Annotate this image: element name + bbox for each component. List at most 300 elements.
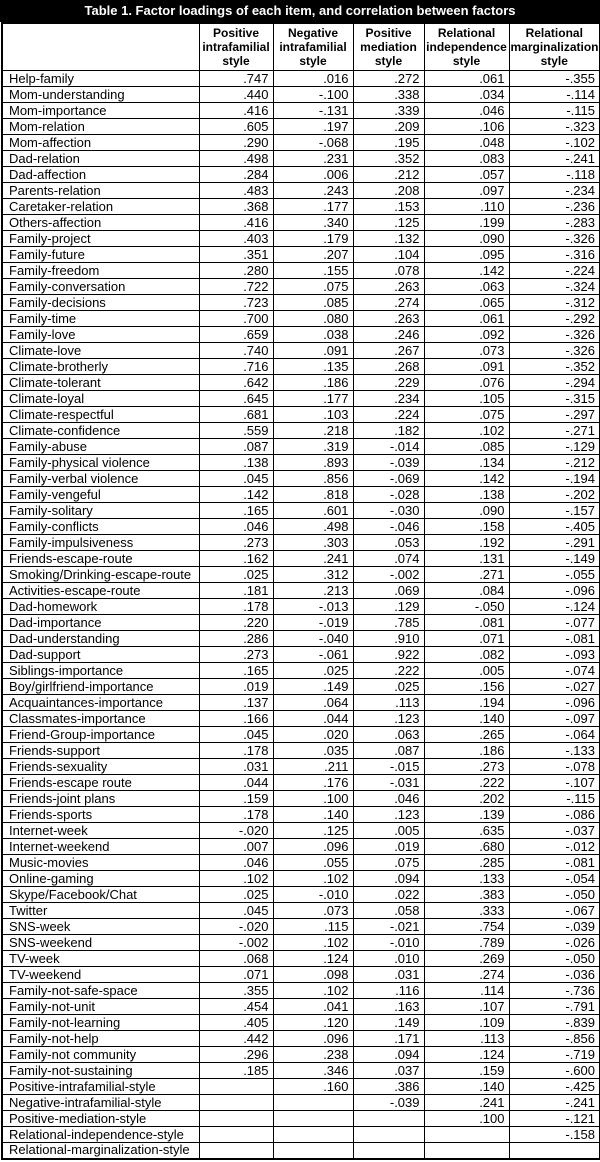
value-positive-intrafamilial: .716 xyxy=(199,359,273,375)
value-relational-marginalization: -.323 xyxy=(509,119,600,135)
item-label: Dad-understanding xyxy=(2,631,199,647)
value-relational-independence: .383 xyxy=(424,887,509,903)
table-row xyxy=(2,199,600,215)
table-row xyxy=(2,711,600,727)
value-positive-mediation: .785 xyxy=(353,615,424,631)
value-positive-intrafamilial: .498 xyxy=(199,151,273,167)
value-positive-intrafamilial: .019 xyxy=(199,679,273,695)
value-positive-mediation: -.021 xyxy=(353,919,424,935)
item-label: Positive-mediation-style xyxy=(2,1111,199,1127)
column-header-negative-intrafamilial: Negative intrafamilial style xyxy=(273,23,353,71)
table-row xyxy=(2,391,600,407)
value-relational-marginalization: -.157 xyxy=(509,503,600,519)
value-relational-independence: .222 xyxy=(424,775,509,791)
table-row xyxy=(2,311,600,327)
item-label: Help-family xyxy=(2,71,199,87)
value-negative-intrafamilial: .177 xyxy=(273,199,353,215)
value-positive-mediation xyxy=(353,1111,424,1127)
value-positive-mediation: .094 xyxy=(353,871,424,887)
item-label: Caretaker-relation xyxy=(2,199,199,215)
item-label: Family-vengeful xyxy=(2,487,199,503)
value-positive-intrafamilial: .416 xyxy=(199,215,273,231)
table-row xyxy=(2,1031,600,1047)
value-relational-marginalization: -.133 xyxy=(509,743,600,759)
value-positive-intrafamilial: .138 xyxy=(199,455,273,471)
table-row xyxy=(2,423,600,439)
item-label: TV-week xyxy=(2,951,199,967)
value-positive-mediation: -.069 xyxy=(353,471,424,487)
item-label: Family-decisions xyxy=(2,295,199,311)
item-label: Acquaintances-importance xyxy=(2,695,199,711)
value-positive-intrafamilial: .642 xyxy=(199,375,273,391)
value-relational-independence: .134 xyxy=(424,455,509,471)
value-relational-independence: .194 xyxy=(424,695,509,711)
value-positive-mediation: .386 xyxy=(353,1079,424,1095)
value-positive-intrafamilial: .046 xyxy=(199,519,273,535)
item-label: Others-affection xyxy=(2,215,199,231)
value-relational-independence: .061 xyxy=(424,71,509,87)
value-positive-mediation: -.030 xyxy=(353,503,424,519)
value-relational-independence: .159 xyxy=(424,1063,509,1079)
table-row xyxy=(2,103,600,119)
value-positive-intrafamilial xyxy=(199,1095,273,1111)
value-negative-intrafamilial: .312 xyxy=(273,567,353,583)
value-positive-mediation: .910 xyxy=(353,631,424,647)
table-row xyxy=(2,375,600,391)
item-label: Smoking/Drinking-escape-route xyxy=(2,567,199,583)
value-positive-intrafamilial: .286 xyxy=(199,631,273,647)
value-negative-intrafamilial: .346 xyxy=(273,1063,353,1079)
value-positive-mediation xyxy=(353,1127,424,1143)
value-relational-independence: .285 xyxy=(424,855,509,871)
value-negative-intrafamilial xyxy=(273,1095,353,1111)
value-negative-intrafamilial: .073 xyxy=(273,903,353,919)
value-relational-independence: .092 xyxy=(424,327,509,343)
value-relational-independence: .046 xyxy=(424,103,509,119)
value-negative-intrafamilial: .207 xyxy=(273,247,353,263)
value-relational-independence: .105 xyxy=(424,391,509,407)
item-label: SNS-weekend xyxy=(2,935,199,951)
table-row xyxy=(2,695,600,711)
value-negative-intrafamilial: .020 xyxy=(273,727,353,743)
value-positive-intrafamilial: .284 xyxy=(199,167,273,183)
value-positive-mediation: .123 xyxy=(353,807,424,823)
table-row xyxy=(2,215,600,231)
item-label: Friends-sports xyxy=(2,807,199,823)
value-negative-intrafamilial: .120 xyxy=(273,1015,353,1031)
value-positive-intrafamilial: .045 xyxy=(199,903,273,919)
value-positive-mediation: .087 xyxy=(353,743,424,759)
value-negative-intrafamilial xyxy=(273,1143,353,1159)
value-negative-intrafamilial: -.019 xyxy=(273,615,353,631)
value-positive-mediation: .229 xyxy=(353,375,424,391)
value-relational-independence: .241 xyxy=(424,1095,509,1111)
value-relational-marginalization: -.121 xyxy=(509,1111,600,1127)
table-row xyxy=(2,727,600,743)
value-relational-marginalization: -.036 xyxy=(509,967,600,983)
value-relational-marginalization: -.405 xyxy=(509,519,600,535)
value-negative-intrafamilial: .213 xyxy=(273,583,353,599)
table-row xyxy=(2,583,600,599)
value-positive-intrafamilial: -.002 xyxy=(199,935,273,951)
item-label: Mom-affection xyxy=(2,135,199,151)
value-relational-independence: .156 xyxy=(424,679,509,695)
value-relational-independence: .124 xyxy=(424,1047,509,1063)
value-positive-intrafamilial: .740 xyxy=(199,343,273,359)
value-positive-intrafamilial: .087 xyxy=(199,439,273,455)
value-positive-mediation: .195 xyxy=(353,135,424,151)
item-label: Family-impulsiveness xyxy=(2,535,199,551)
value-positive-mediation: .263 xyxy=(353,311,424,327)
item-label: Dad-affection xyxy=(2,167,199,183)
value-positive-intrafamilial xyxy=(199,1127,273,1143)
value-relational-independence: .680 xyxy=(424,839,509,855)
value-relational-marginalization: -.054 xyxy=(509,871,600,887)
table-row xyxy=(2,615,600,631)
item-label: Family-project xyxy=(2,231,199,247)
value-positive-mediation: .132 xyxy=(353,231,424,247)
value-relational-independence: .140 xyxy=(424,1079,509,1095)
value-negative-intrafamilial: .098 xyxy=(273,967,353,983)
value-relational-marginalization: -.224 xyxy=(509,263,600,279)
value-relational-independence: .083 xyxy=(424,151,509,167)
table-row xyxy=(2,439,600,455)
table-row xyxy=(2,983,600,999)
value-relational-independence: .057 xyxy=(424,167,509,183)
value-negative-intrafamilial: .125 xyxy=(273,823,353,839)
item-label: Mom-relation xyxy=(2,119,199,135)
value-relational-marginalization: -.791 xyxy=(509,999,600,1015)
value-negative-intrafamilial: .085 xyxy=(273,295,353,311)
value-positive-intrafamilial: .046 xyxy=(199,855,273,871)
item-label: Activities-escape-route xyxy=(2,583,199,599)
value-positive-intrafamilial xyxy=(199,1079,273,1095)
value-positive-intrafamilial: .351 xyxy=(199,247,273,263)
value-positive-intrafamilial: .142 xyxy=(199,487,273,503)
value-positive-intrafamilial: .559 xyxy=(199,423,273,439)
value-negative-intrafamilial: .179 xyxy=(273,231,353,247)
value-negative-intrafamilial: .035 xyxy=(273,743,353,759)
table-row xyxy=(2,1127,600,1143)
value-negative-intrafamilial: -.100 xyxy=(273,87,353,103)
table-row xyxy=(2,87,600,103)
value-positive-mediation: .922 xyxy=(353,647,424,663)
table-row xyxy=(2,1015,600,1031)
value-relational-independence: .063 xyxy=(424,279,509,295)
value-positive-intrafamilial: .659 xyxy=(199,327,273,343)
item-label: Friend-Group-importance xyxy=(2,727,199,743)
factor-loadings-table xyxy=(1,22,600,1160)
item-label: Friends-sexuality xyxy=(2,759,199,775)
value-relational-marginalization: -.124 xyxy=(509,599,600,615)
value-positive-mediation: .094 xyxy=(353,1047,424,1063)
value-positive-intrafamilial: -.020 xyxy=(199,823,273,839)
value-positive-intrafamilial: .454 xyxy=(199,999,273,1015)
value-positive-mediation: .063 xyxy=(353,727,424,743)
item-label: Family-not-help xyxy=(2,1031,199,1047)
table-row xyxy=(2,535,600,551)
value-positive-intrafamilial: .045 xyxy=(199,471,273,487)
value-relational-marginalization: -.037 xyxy=(509,823,600,839)
value-positive-mediation: -.039 xyxy=(353,455,424,471)
value-positive-mediation: .046 xyxy=(353,791,424,807)
value-relational-marginalization: -.294 xyxy=(509,375,600,391)
value-relational-marginalization: -.102 xyxy=(509,135,600,151)
value-positive-intrafamilial: .442 xyxy=(199,1031,273,1047)
value-positive-intrafamilial: .681 xyxy=(199,407,273,423)
value-relational-marginalization: -.292 xyxy=(509,311,600,327)
value-negative-intrafamilial: .064 xyxy=(273,695,353,711)
item-label: Family-not-safe-space xyxy=(2,983,199,999)
value-relational-independence: .333 xyxy=(424,903,509,919)
value-relational-marginalization: -.315 xyxy=(509,391,600,407)
value-relational-marginalization: -.114 xyxy=(509,87,600,103)
value-positive-mediation xyxy=(353,1143,424,1159)
value-relational-independence: .186 xyxy=(424,743,509,759)
value-negative-intrafamilial: .075 xyxy=(273,279,353,295)
value-negative-intrafamilial: .856 xyxy=(273,471,353,487)
value-positive-intrafamilial: .007 xyxy=(199,839,273,855)
value-relational-independence: .110 xyxy=(424,199,509,215)
value-relational-independence: .005 xyxy=(424,663,509,679)
item-label: Positive-intrafamilial-style xyxy=(2,1079,199,1095)
item-label: Dad-relation xyxy=(2,151,199,167)
table-row xyxy=(2,919,600,935)
value-negative-intrafamilial: .149 xyxy=(273,679,353,695)
item-label: Mom-importance xyxy=(2,103,199,119)
value-negative-intrafamilial: .103 xyxy=(273,407,353,423)
item-label: Dad-importance xyxy=(2,615,199,631)
value-relational-independence: .090 xyxy=(424,503,509,519)
value-positive-mediation: .129 xyxy=(353,599,424,615)
value-relational-independence: .754 xyxy=(424,919,509,935)
value-positive-mediation: .272 xyxy=(353,71,424,87)
value-relational-marginalization: -.839 xyxy=(509,1015,600,1031)
value-negative-intrafamilial: .601 xyxy=(273,503,353,519)
value-negative-intrafamilial: .818 xyxy=(273,487,353,503)
item-label: Climate-brotherly xyxy=(2,359,199,375)
table-title: Table 1. Factor loadings of each item, and correlation between factors xyxy=(0,0,600,22)
value-positive-intrafamilial: .185 xyxy=(199,1063,273,1079)
value-relational-independence: .109 xyxy=(424,1015,509,1031)
value-negative-intrafamilial: -.068 xyxy=(273,135,353,151)
value-relational-marginalization: -.600 xyxy=(509,1063,600,1079)
item-label: Internet-weekend xyxy=(2,839,199,855)
item-label: Dad-homework xyxy=(2,599,199,615)
table-row xyxy=(2,1047,600,1063)
item-label: Family-conflicts xyxy=(2,519,199,535)
value-relational-marginalization: -.194 xyxy=(509,471,600,487)
item-label: TV-weekend xyxy=(2,967,199,983)
table-row xyxy=(2,807,600,823)
value-relational-independence: .114 xyxy=(424,983,509,999)
value-relational-independence: .034 xyxy=(424,87,509,103)
value-negative-intrafamilial xyxy=(273,1127,353,1143)
column-header-relational-independence: Relational independence style xyxy=(424,23,509,71)
value-negative-intrafamilial: -.013 xyxy=(273,599,353,615)
value-relational-independence: .202 xyxy=(424,791,509,807)
table-row xyxy=(2,183,600,199)
value-relational-marginalization: -.234 xyxy=(509,183,600,199)
value-negative-intrafamilial: .211 xyxy=(273,759,353,775)
table-row xyxy=(2,1143,600,1159)
value-negative-intrafamilial: .038 xyxy=(273,327,353,343)
table-row xyxy=(2,71,600,87)
value-positive-intrafamilial: .273 xyxy=(199,647,273,663)
value-positive-intrafamilial: .605 xyxy=(199,119,273,135)
value-relational-marginalization: -.096 xyxy=(509,583,600,599)
value-relational-independence: .199 xyxy=(424,215,509,231)
item-label: Friends-joint plans xyxy=(2,791,199,807)
value-positive-intrafamilial: .181 xyxy=(199,583,273,599)
value-positive-intrafamilial: .044 xyxy=(199,775,273,791)
value-relational-independence: .635 xyxy=(424,823,509,839)
value-negative-intrafamilial: .241 xyxy=(273,551,353,567)
item-label: Climate-love xyxy=(2,343,199,359)
value-positive-mediation: .113 xyxy=(353,695,424,711)
value-relational-independence: .061 xyxy=(424,311,509,327)
value-negative-intrafamilial: .091 xyxy=(273,343,353,359)
table-row xyxy=(2,1063,600,1079)
value-relational-independence: .065 xyxy=(424,295,509,311)
value-positive-mediation: -.031 xyxy=(353,775,424,791)
value-relational-marginalization: -.291 xyxy=(509,535,600,551)
item-label: Relational-marginalization-style xyxy=(2,1143,199,1159)
item-label: Relational-independence-style xyxy=(2,1127,199,1143)
value-positive-mediation: -.002 xyxy=(353,567,424,583)
value-negative-intrafamilial: .155 xyxy=(273,263,353,279)
value-negative-intrafamilial: .498 xyxy=(273,519,353,535)
value-positive-intrafamilial xyxy=(199,1111,273,1127)
table-row xyxy=(2,567,600,583)
value-negative-intrafamilial: .135 xyxy=(273,359,353,375)
value-positive-mediation: .234 xyxy=(353,391,424,407)
value-relational-independence xyxy=(424,1127,509,1143)
table-row xyxy=(2,791,600,807)
value-negative-intrafamilial: .140 xyxy=(273,807,353,823)
table-row xyxy=(2,151,600,167)
table-row xyxy=(2,471,600,487)
value-relational-marginalization xyxy=(509,1143,600,1159)
value-relational-independence: -.050 xyxy=(424,599,509,615)
value-positive-intrafamilial: .162 xyxy=(199,551,273,567)
value-negative-intrafamilial: .100 xyxy=(273,791,353,807)
item-column-header xyxy=(2,23,199,71)
value-relational-marginalization: -.012 xyxy=(509,839,600,855)
value-positive-mediation: .078 xyxy=(353,263,424,279)
value-relational-independence: .158 xyxy=(424,519,509,535)
value-relational-marginalization: -.312 xyxy=(509,295,600,311)
value-positive-intrafamilial: .723 xyxy=(199,295,273,311)
value-relational-independence: .076 xyxy=(424,375,509,391)
table-row xyxy=(2,295,600,311)
value-relational-marginalization: -.074 xyxy=(509,663,600,679)
value-relational-marginalization: -.086 xyxy=(509,807,600,823)
value-relational-marginalization: -.096 xyxy=(509,695,600,711)
item-label: Family-time xyxy=(2,311,199,327)
item-label: Family-physical violence xyxy=(2,455,199,471)
item-label: Online-gaming xyxy=(2,871,199,887)
item-label: Family-conversation xyxy=(2,279,199,295)
item-label: Family-freedom xyxy=(2,263,199,279)
item-label: Classmates-importance xyxy=(2,711,199,727)
value-positive-intrafamilial: .031 xyxy=(199,759,273,775)
table-row xyxy=(2,871,600,887)
value-positive-intrafamilial: .747 xyxy=(199,71,273,87)
value-negative-intrafamilial: .006 xyxy=(273,167,353,183)
value-positive-mediation: -.046 xyxy=(353,519,424,535)
value-positive-mediation: .224 xyxy=(353,407,424,423)
item-label: Negative-intrafamilial-style xyxy=(2,1095,199,1111)
table-row xyxy=(2,1079,600,1095)
value-positive-intrafamilial: .440 xyxy=(199,87,273,103)
value-positive-intrafamilial: .403 xyxy=(199,231,273,247)
table-row xyxy=(2,887,600,903)
table-row xyxy=(2,231,600,247)
item-label: Friends-escape route xyxy=(2,775,199,791)
value-relational-marginalization: -.326 xyxy=(509,343,600,359)
value-positive-mediation: .019 xyxy=(353,839,424,855)
item-label: Siblings-importance xyxy=(2,663,199,679)
value-positive-mediation: -.014 xyxy=(353,439,424,455)
value-relational-independence: .095 xyxy=(424,247,509,263)
value-positive-intrafamilial: .290 xyxy=(199,135,273,151)
table-row xyxy=(2,823,600,839)
value-positive-intrafamilial: .700 xyxy=(199,311,273,327)
value-positive-intrafamilial: .166 xyxy=(199,711,273,727)
value-positive-intrafamilial: .178 xyxy=(199,743,273,759)
item-label: SNS-week xyxy=(2,919,199,935)
table-row xyxy=(2,631,600,647)
value-positive-mediation: .246 xyxy=(353,327,424,343)
value-positive-mediation: -.015 xyxy=(353,759,424,775)
value-relational-independence: .138 xyxy=(424,487,509,503)
value-positive-mediation: .212 xyxy=(353,167,424,183)
value-positive-mediation: .058 xyxy=(353,903,424,919)
table-row xyxy=(2,599,600,615)
value-relational-marginalization: -.719 xyxy=(509,1047,600,1063)
item-label: Family-not-unit xyxy=(2,999,199,1015)
value-negative-intrafamilial: .080 xyxy=(273,311,353,327)
value-relational-independence: .273 xyxy=(424,759,509,775)
value-relational-marginalization: -.212 xyxy=(509,455,600,471)
table-row xyxy=(2,407,600,423)
value-negative-intrafamilial xyxy=(273,1111,353,1127)
item-label: Climate-confidence xyxy=(2,423,199,439)
value-negative-intrafamilial: .197 xyxy=(273,119,353,135)
item-label: Mom-understanding xyxy=(2,87,199,103)
table-row xyxy=(2,951,600,967)
item-label: Family-future xyxy=(2,247,199,263)
value-relational-marginalization: -.316 xyxy=(509,247,600,263)
item-label: Family-not-sustaining xyxy=(2,1063,199,1079)
value-relational-independence: .090 xyxy=(424,231,509,247)
value-negative-intrafamilial: .102 xyxy=(273,935,353,951)
value-relational-independence: .271 xyxy=(424,567,509,583)
value-relational-marginalization: -.026 xyxy=(509,935,600,951)
value-relational-independence: .192 xyxy=(424,535,509,551)
table-row xyxy=(2,487,600,503)
value-relational-independence: .113 xyxy=(424,1031,509,1047)
value-positive-mediation: .263 xyxy=(353,279,424,295)
value-negative-intrafamilial: .124 xyxy=(273,951,353,967)
table-row xyxy=(2,759,600,775)
value-relational-independence: .075 xyxy=(424,407,509,423)
value-relational-marginalization: -.107 xyxy=(509,775,600,791)
item-label: Climate-respectful xyxy=(2,407,199,423)
value-negative-intrafamilial: .016 xyxy=(273,71,353,87)
value-negative-intrafamilial: .186 xyxy=(273,375,353,391)
